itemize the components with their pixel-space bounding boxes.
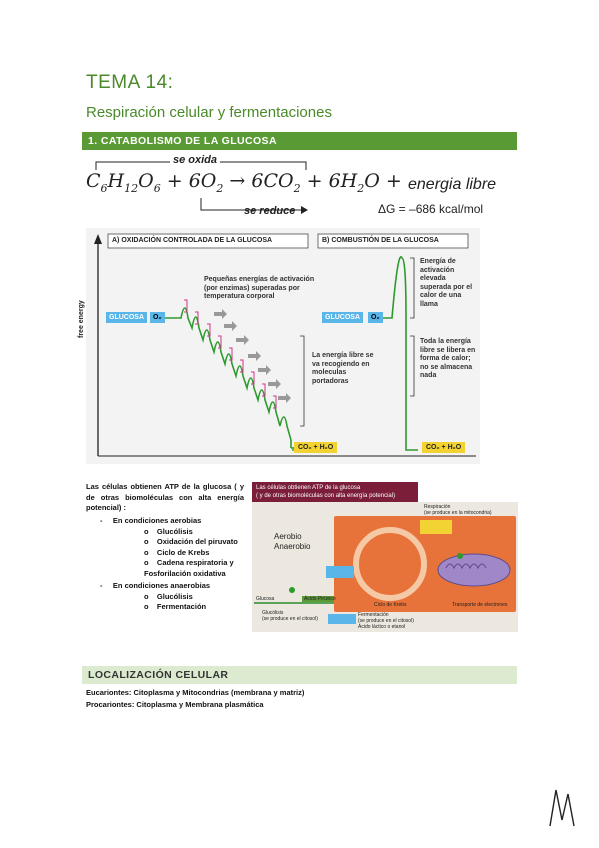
fermentation-sub: (se produce en el citosol) xyxy=(358,618,414,624)
aerobic-heading: - En condiciones aerobias xyxy=(100,516,202,525)
anaerobic-item: o Glucólisis xyxy=(144,591,193,601)
pyruvic-acid-label: Ácido Pirúvico xyxy=(304,596,336,602)
fermentation-title: Fermentación xyxy=(358,612,389,618)
delta-g-value: ΔG = –686 kcal/mol xyxy=(378,202,484,216)
page-subtitle: Respiración celular y fermentaciones xyxy=(86,104,332,121)
panel-a-title: A) OXIDACIÓN CONTROLADA DE LA GLUCOSA xyxy=(112,237,273,244)
oxidized-label: se oxida xyxy=(170,154,220,166)
caption-line-2: ( y de otras biomoléculas con alta energía potencial) xyxy=(256,493,396,499)
respiration-figure xyxy=(252,482,518,632)
anaerobio-label: Anaerobio xyxy=(274,542,311,551)
aerobic-item: o Oxidación del piruvato xyxy=(144,537,238,546)
reduced-label: se reduce xyxy=(244,205,296,217)
section-heading-localizacion: LOCALIZACIÓN CELULAR xyxy=(82,666,517,684)
o2-box-b: O₂ xyxy=(368,312,383,323)
o2-box-a: O₂ xyxy=(150,312,165,323)
note-collected-energy: La energía libre se va recogiendo en moleculas portadoras xyxy=(312,352,374,385)
prokaryotes-line: Procariontes: Citoplasma y Membrana plasmática xyxy=(86,700,264,709)
intro-paragraph: Las células obtienen ATP de la glucosa ( y de otras biomoléculas con alta energía potencial) : xyxy=(86,482,244,512)
note-small-energy: Pequeñas energías de activación (por enzimas) superadas por temperatura corporal xyxy=(204,276,315,300)
glucose-equation xyxy=(86,154,516,224)
y-axis-label: free energy xyxy=(78,300,85,338)
page-title: TEMA 14: xyxy=(86,72,174,93)
lactic-acid-label: Ácido láctico o etanol xyxy=(358,624,406,630)
energy-diagram xyxy=(78,228,480,464)
glycolysis-title: Glucólisis xyxy=(262,610,284,616)
krebs-label: Ciclo de Krebs xyxy=(374,602,407,608)
aerobic-item: o Ciclo de Krebs xyxy=(144,547,210,557)
eukaryotes-line: Eucariontes: Citoplasma y Mitocondrias (membrana y matriz) xyxy=(86,688,305,697)
signature-mark xyxy=(546,786,580,830)
equation-formula: $C_6H_{12}O_6 + 6O_2 \to 6CO_2 + 6H_2O$ + xyxy=(86,170,402,195)
respiration-title: Respiración xyxy=(424,504,451,510)
note-high-energy: Energía de activación elevada superada por el calor de una llama xyxy=(420,258,473,308)
fermentation-label xyxy=(358,612,414,624)
conditions-list xyxy=(100,516,248,613)
anaerobic-item: o Fermentación xyxy=(144,602,207,611)
aerobic-item: o Cadena respiratoria y Fosforilación oxidativa xyxy=(144,558,234,578)
anaerobic-heading: - En condiciones anaerobias xyxy=(100,581,211,590)
caption-line-1: Las células obtienen ATP de la glucosa xyxy=(256,485,361,491)
glucose-box-b: GLUCOSA xyxy=(322,312,363,323)
products-box-b: CO₂ + H₂O xyxy=(422,442,465,453)
glucose-box-a: GLUCOSA xyxy=(106,312,147,323)
glycolysis-label xyxy=(262,610,318,622)
free-energy-label: energia libre xyxy=(408,176,497,193)
respiration-sub: (se produce en la mitocondria) xyxy=(424,510,492,516)
respiration-label xyxy=(424,504,492,516)
note-released-energy: Toda la energía libre se libera en forma de calor; no se almacena nada xyxy=(420,338,476,379)
glycolysis-sub: (se produce en el citosol) xyxy=(262,616,318,622)
products-box-a: CO₂ + H₂O xyxy=(294,442,337,453)
aerobio-label: Aerobio xyxy=(274,532,302,541)
glucose-label: Glucosa xyxy=(256,596,275,602)
section-heading-catabolismo: 1. CATABOLISMO DE LA GLUCOSA xyxy=(82,132,517,150)
panel-b-title: B) COMBUSTIÓN DE LA GLUCOSA xyxy=(322,237,439,244)
aerobic-item: o Glucólisis xyxy=(144,526,193,536)
electron-transport-label: Transporte de electrones xyxy=(452,602,508,608)
